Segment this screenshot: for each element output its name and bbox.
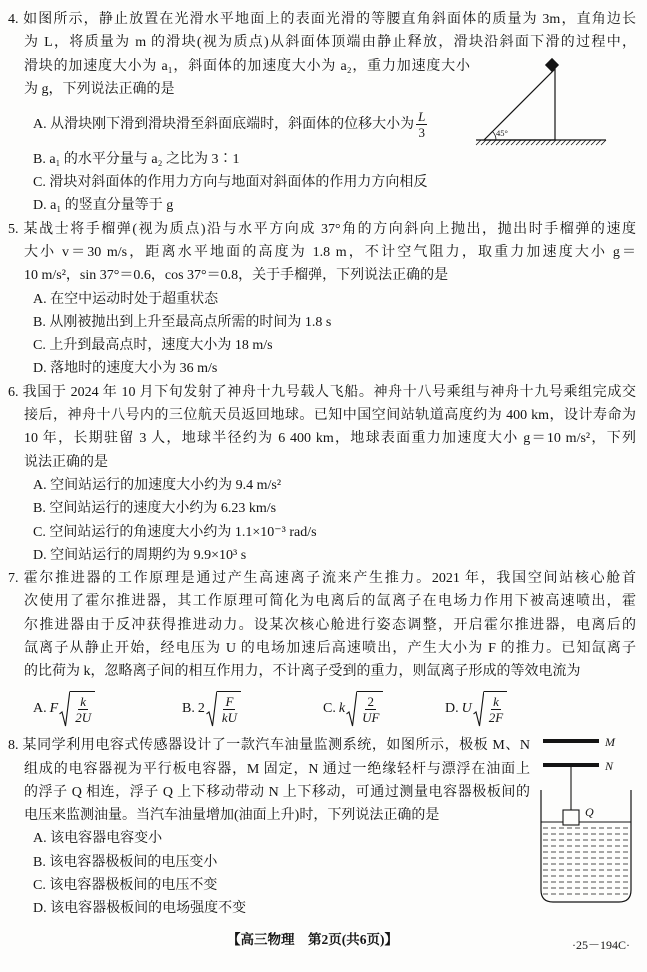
fraction-numerator: k <box>493 693 499 709</box>
fraction <box>360 694 381 725</box>
question-6-stem-line: 6. 我国于 2024 年 10 月下旬发射了神舟十九号载人飞船。神舟十八号乘组与神舟十九号乘组完成交 <box>8 384 636 400</box>
question-5-option-c: C. 上升到最高点时，速度大小为 18 m/s <box>33 338 273 354</box>
question-4-stem-line: 为 L，将质量为 m 的滑块(视为质点)从斜面体顶端由静止释放，滑块沿斜面下滑的过程中， <box>24 35 636 51</box>
plate-m <box>543 739 599 743</box>
square-root <box>206 690 241 728</box>
option-label: A. <box>33 700 47 716</box>
fraction-denominator: 3 <box>418 124 425 140</box>
question-7-option-d <box>445 684 507 735</box>
oil-fill <box>543 828 629 894</box>
angle-label: 45° <box>496 128 508 138</box>
float-q <box>563 810 579 825</box>
fraction-numerator: k <box>80 693 87 709</box>
question-8-option-b: B. 该电容器极板间的电压变小 <box>33 854 218 870</box>
coefficient: U <box>461 700 472 716</box>
plate-n-label: N <box>605 759 614 773</box>
option-label: C. <box>323 700 336 716</box>
question-7-stem-line: 氙离子从静止开始，经电压为 U 的电场加速后高速喷出，产生大小为 F 的推力。已知氙离子 <box>24 641 636 657</box>
question-6 <box>0 381 647 567</box>
square-root <box>473 690 507 728</box>
option-label: D. <box>445 700 459 716</box>
question-5-stem-line: 5. 某战士将手榴弹(视为质点)沿与水平方向成 37°角的方向斜向上抛出，抛出时手榴弹的速度 <box>8 221 636 237</box>
radical-sign-icon <box>346 690 357 728</box>
question-7-options <box>0 684 647 735</box>
fraction-numerator: L <box>418 108 426 124</box>
question-8-stem-line: 的浮子 Q 相连，浮子 Q 上下移动带动 N 上下移动，可通过测量电容器极板间的 <box>24 784 530 800</box>
fraction <box>220 694 239 725</box>
question-6-option-a: A. 空间站运行的加速度大小约为 9.4 m/s² <box>33 477 282 493</box>
question-6-stem-line: 10 年，长期驻留 3 人，地球半径约为 6 400 km，地球表面重力加速度大小 g＝10 m/s²，下列 <box>24 431 636 447</box>
coefficient: 2 <box>197 700 205 716</box>
fraction-denominator: kU <box>221 709 238 725</box>
plate-m-label: M <box>605 735 615 749</box>
question-8-stem-line: 电压来监测油量。当汽车油量增加(油面上升)时，下列说法正确的是 <box>24 808 440 824</box>
incline-figure <box>470 55 610 150</box>
fraction <box>487 694 505 725</box>
page-footer-title: 【高三物理 第2页(共6页)】 <box>227 932 398 947</box>
question-8-stem-line: 组成的电容器视为平行板电容器，M 固定，N 通过一绝缘轻杆与漂浮在油面上 <box>24 761 530 777</box>
capacitor-figure <box>535 730 640 910</box>
radicand <box>484 691 507 725</box>
question-8-option-c: C. 该电容器极板间的电压不变 <box>33 878 218 894</box>
option-label: B. <box>182 700 195 716</box>
radical-sign-icon <box>59 690 70 728</box>
question-8-option-d: D. 该电容器极板间的电场强度不变 <box>33 901 247 917</box>
question-7-stem-line: 7. 霍尔推进器的工作原理是通过产生高速离子流来产生推力。2021 年，我国空间站核心舱首 <box>8 571 636 587</box>
question-4-option-b: B. a₁ 的水平分量与 a₂ 之比为 3∶1 <box>33 151 240 167</box>
question-4-stem-line: 滑块的加速度大小为 a₁，斜面体的加速度大小为 a₂，重力加速度大小 <box>24 58 470 74</box>
question-5-stem-line: 大小 v＝30 m/s，距离水平地面的高度为 1.8 m，不计空气阻力，取重力加速度大小 g＝ <box>24 244 636 260</box>
question-7-option-c <box>323 684 383 735</box>
fraction-denominator: 2F <box>488 709 504 725</box>
question-5-option-a: A. 在空中运动时处于超重状态 <box>33 291 219 307</box>
radicand <box>70 691 95 725</box>
question-4-stem-line: 为 g，下列说法正确的是 <box>24 81 175 97</box>
radicand <box>217 691 241 725</box>
ground-hatch <box>476 140 606 145</box>
question-7-stem-line: 的比荷为 k，忽略离子间的相互作用力，不计离子受到的重力，则氙离子形成的等效电流为 <box>24 664 581 680</box>
radical-sign-icon <box>206 690 217 728</box>
question-8-option-a: A. 该电容器电容变小 <box>33 831 163 847</box>
question-7-stem-line: 次使用了霍尔推进器，其工作原理可简化为电离后的氙离子在电场力作用下被高速喷出，霍 <box>24 594 636 610</box>
question-7 <box>0 567 647 734</box>
float-q-label: Q <box>585 805 594 819</box>
square-root <box>346 690 383 728</box>
question-7-option-b <box>182 684 241 735</box>
fraction <box>416 109 427 140</box>
fraction-numerator: F <box>225 693 234 709</box>
question-7-option-a <box>33 684 95 735</box>
question-8-stem-line: 8. 某同学利用电容式传感器设计了一款汽车油量监测系统，如图所示，极板 M、N <box>8 738 530 754</box>
page-footer-code: ·25－194C· <box>572 938 630 952</box>
fraction-denominator: UF <box>362 709 380 725</box>
question-6-option-c: C. 空间站运行的角速度大小约为 1.1×10⁻³ rad/s <box>33 524 317 540</box>
question-6-option-d: D. 空间站运行的周期约为 9.9×10³ s <box>33 547 247 563</box>
slider-block <box>545 58 559 72</box>
radical-sign-icon <box>473 690 484 728</box>
square-root <box>59 690 95 728</box>
fraction-denominator: 2U <box>75 709 92 725</box>
question-4-option-d: D. a₁ 的竖直分量等于 g <box>33 198 174 214</box>
question-7-stem-line: 尔推进器由于反冲获得推进动力。设某次核心舱进行姿态调整，开启霍尔推进器，电离后的 <box>24 617 636 633</box>
coefficient: k <box>338 700 346 716</box>
question-5 <box>0 218 647 381</box>
question-4-option-c: C. 滑块对斜面体的作用力方向与地面对斜面体的作用力方向相反 <box>33 175 428 191</box>
question-6-option-b: B. 空间站运行的速度大小约为 6.23 km/s <box>33 501 277 517</box>
fraction-numerator: 2 <box>367 693 374 709</box>
option-text: A. 从滑块刚下滑到滑块滑至斜面底端时，斜面体的位移大小为 <box>33 116 415 132</box>
incline-triangle <box>484 69 555 140</box>
question-5-option-d: D. 落地时的速度大小为 36 m/s <box>33 361 218 377</box>
plate-n <box>543 763 599 767</box>
radicand <box>357 691 383 725</box>
question-5-option-b: B. 从刚被抛出到上升至最高点所需的时间为 1.8 s <box>33 314 332 330</box>
question-4-stem-line: 4. 如图所示，静止放置在光滑水平地面上的表面光滑的等腰直角斜面体的质量为 3m，直角边长 <box>8 12 636 27</box>
question-6-stem-line: 接后，神舟十八号内的三位航天员返回地球。已知中国空间站轨道高度约为 400 km，设计寿命为 <box>24 408 636 424</box>
fraction <box>73 694 93 725</box>
question-6-stem-line: 说法正确的是 <box>24 454 108 470</box>
coefficient: F <box>49 700 59 716</box>
question-5-stem-line: 10 m/s²，sin 37°＝0.6，cos 37°＝0.8，关于手榴弹，下列说法正确的是 <box>24 268 449 284</box>
